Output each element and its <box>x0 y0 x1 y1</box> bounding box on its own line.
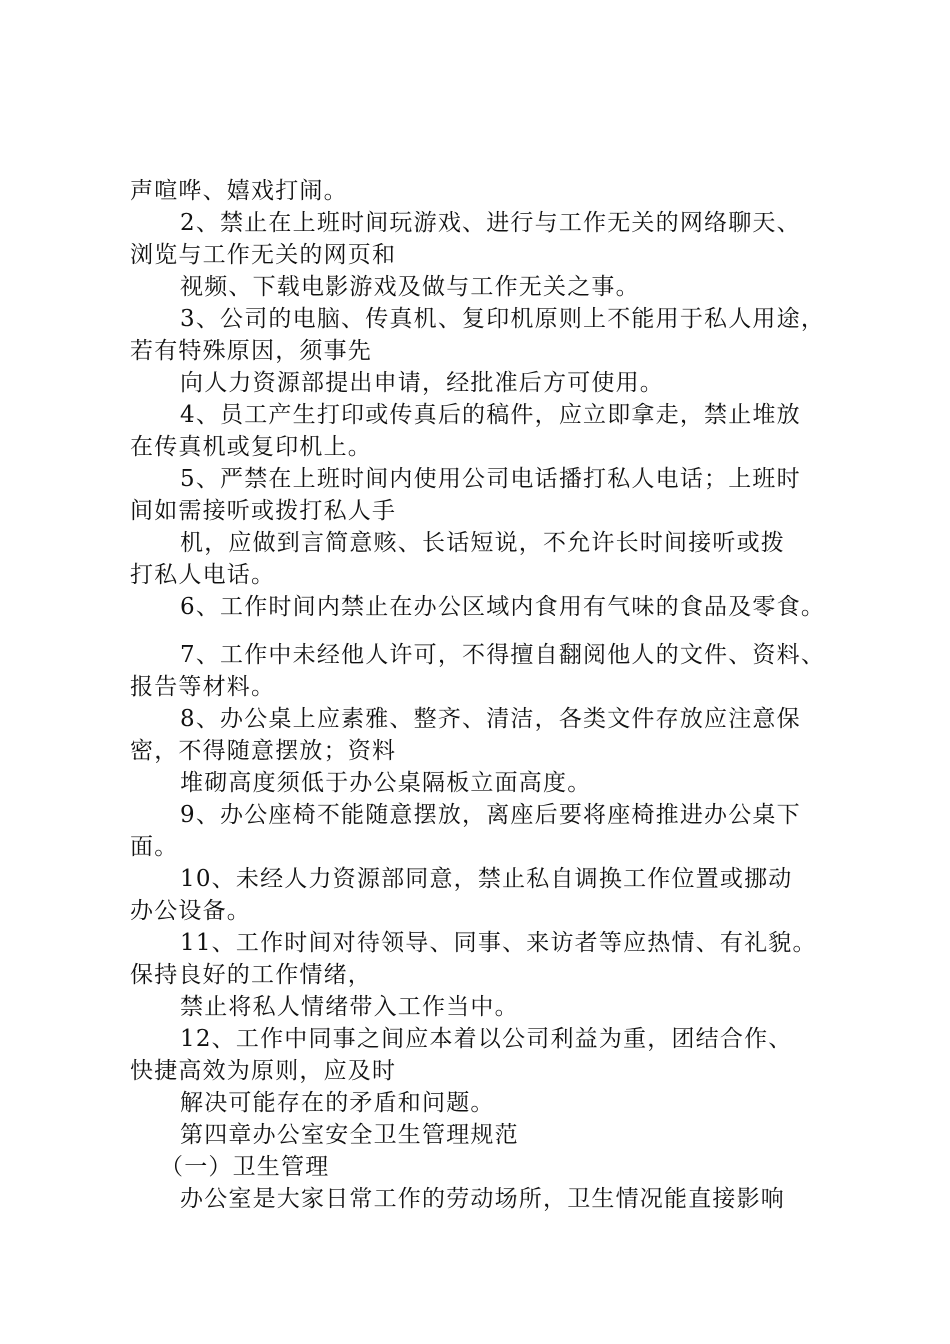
text-line: 10、未经人力资源部同意，禁止私自调换工作位置或挪动 <box>180 866 793 892</box>
text-line: 报告等材料。 <box>130 674 276 700</box>
text-line: （一）卫生管理 <box>160 1154 330 1180</box>
text-line: 密，不得随意摆放；资料 <box>130 738 397 764</box>
text-line: 3、公司的电脑、传真机、复印机原则上不能用于私人用途， <box>180 306 826 332</box>
text-line: 机，应做到言简意赅、长话短说，不允许长时间接听或拨 <box>180 530 785 556</box>
text-line: 解决可能存在的矛盾和问题。 <box>180 1090 495 1116</box>
text-line: 打私人电话。 <box>130 562 276 588</box>
text-line: 浏览与工作无关的网页和 <box>130 242 397 268</box>
text-line: 禁止将私人情绪带入工作当中。 <box>180 994 519 1020</box>
text-line: 在传真机或复印机上。 <box>130 434 372 460</box>
text-line: 5、严禁在上班时间内使用公司电话播打私人电话；上班时 <box>180 466 801 492</box>
text-line: 11、工作时间对待领导、同事、来访者等应热情、有礼貌。 <box>180 930 817 956</box>
text-line: 堆砌高度须低于办公桌隔板立面高度。 <box>180 770 592 796</box>
text-line: 若有特殊原因，须事先 <box>130 338 372 364</box>
text-line: 12、工作中同事之间应本着以公司利益为重，团结合作、 <box>180 1026 793 1052</box>
text-line: 4、员工产生打印或传真后的稿件，应立即拿走，禁止堆放 <box>180 402 801 428</box>
text-line: 8、办公桌上应素雅、整齐、清洁，各类文件存放应注意保 <box>180 706 801 732</box>
text-line: 2、禁止在上班时间玩游戏、进行与工作无关的网络聊天、 <box>180 210 801 236</box>
text-line: 办公室是大家日常工作的劳动场所，卫生情况能直接影响 <box>180 1186 785 1212</box>
text-line: 7、工作中未经他人许可，不得擅自翻阅他人的文件、资料、 <box>180 642 826 668</box>
text-line: 9、办公座椅不能随意摆放，离座后要将座椅推进办公桌下 <box>180 802 801 828</box>
text-line: 间如需接听或拨打私人手 <box>130 498 397 524</box>
text-line: 视频、下载电影游戏及做与工作无关之事。 <box>180 274 640 300</box>
text-line: 6、工作时间内禁止在办公区域内食用有气味的食品及零食。 <box>180 594 826 620</box>
text-line: 快捷高效为原则，应及时 <box>130 1058 397 1084</box>
text-line: 保持良好的工作情绪， <box>130 962 372 988</box>
text-line: 第四章办公室安全卫生管理规范 <box>180 1122 519 1148</box>
text-line: 向人力资源部提出申请，经批准后方可使用。 <box>180 370 664 396</box>
text-line: 办公设备。 <box>130 898 251 924</box>
text-line: 声喧哗、嬉戏打闹。 <box>130 178 348 204</box>
text-line: 面。 <box>130 834 179 860</box>
